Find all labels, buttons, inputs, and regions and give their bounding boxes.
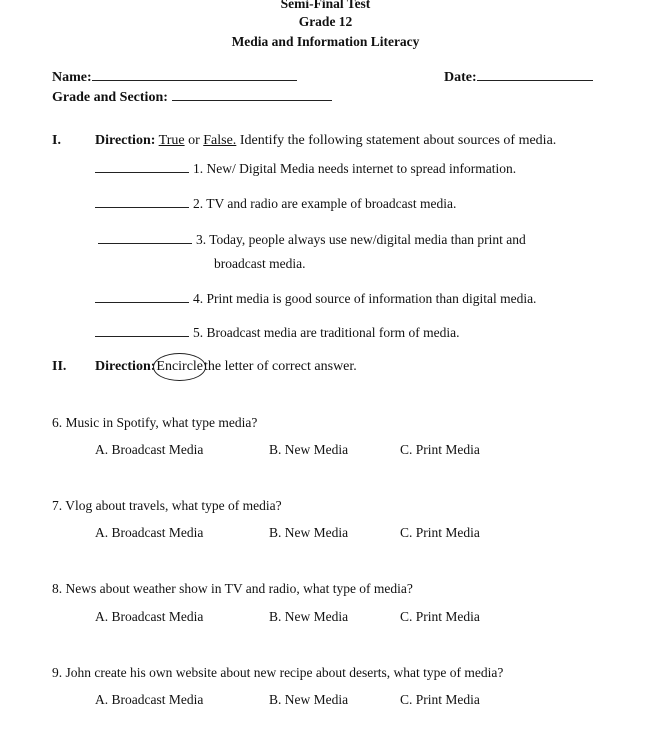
q6-option-b[interactable]: B. New Media: [269, 442, 349, 457]
question-8: 8. News about weather show in TV and radio, what type of media?: [52, 581, 413, 596]
q7-option-a[interactable]: A. Broadcast Media: [95, 525, 204, 540]
q6-option-c[interactable]: C. Print Media: [400, 442, 480, 457]
tf-item-1: [95, 160, 516, 177]
date-blank[interactable]: [477, 68, 593, 81]
q8-option-b[interactable]: B. New Media: [269, 609, 349, 624]
part1-direction-label: Direction:: [95, 133, 156, 148]
date-label: Date:: [444, 70, 477, 85]
false-word: False.: [203, 133, 237, 148]
q7-option-b[interactable]: B. New Media: [269, 525, 349, 540]
part2-direction-label: Direction:: [95, 359, 156, 374]
q9-option-c[interactable]: C. Print Media: [400, 692, 480, 707]
tf-item-text: 1. New/ Digital Media needs internet to spread information.: [193, 161, 517, 176]
q8-option-c[interactable]: C. Print Media: [400, 609, 480, 624]
part2-numeral: II.: [52, 359, 67, 374]
name-label: Name:: [52, 70, 92, 85]
q7-option-c[interactable]: C. Print Media: [400, 525, 480, 540]
name-field[interactable]: [52, 68, 297, 86]
tf-item-3: [98, 231, 526, 248]
grade-section-field[interactable]: [52, 88, 332, 106]
part2-direction: [95, 359, 357, 375]
answer-blank-5[interactable]: [95, 324, 189, 337]
name-blank[interactable]: [92, 68, 297, 81]
part1-numeral: I.: [52, 133, 61, 148]
question-9: 9. John create his own website about new recipe about deserts, what type of media?: [52, 665, 504, 680]
question-6: 6. Music in Spotify, what type media?: [52, 415, 258, 430]
tf-item-text: 5. Broadcast media are traditional form of media.: [193, 325, 460, 340]
tf-item-2: [95, 195, 456, 212]
question-7: 7. Vlog about travels, what type of media?: [52, 498, 282, 513]
answer-blank-3[interactable]: [98, 231, 192, 244]
part2-direction-text: the letter of correct answer.: [204, 359, 357, 374]
q6-option-a[interactable]: A. Broadcast Media: [95, 442, 204, 457]
grade-heading: Grade 12: [298, 14, 353, 29]
encircle-word: Encircle: [153, 353, 206, 381]
tf-item-text: 2. TV and radio are example of broadcast media.: [193, 196, 457, 211]
q8-option-a[interactable]: A. Broadcast Media: [95, 609, 204, 624]
q9-option-b[interactable]: B. New Media: [269, 692, 349, 707]
test-title: Semi-Final Test: [280, 0, 371, 11]
or-word: or: [188, 133, 200, 148]
q9-option-a[interactable]: A. Broadcast Media: [95, 692, 204, 707]
part1-direction: [95, 133, 556, 149]
tf-item-5: [95, 324, 460, 341]
grade-section-label: Grade and Section:: [52, 90, 168, 105]
true-word: True: [158, 133, 185, 148]
tf-item-3-continuation: broadcast media.: [214, 256, 306, 271]
date-field[interactable]: [444, 68, 593, 86]
tf-item-text: 4. Print media is good source of information than digital media.: [193, 291, 537, 306]
part1-direction-text: Identify the following statement about sources of media.: [239, 133, 557, 148]
subject-heading: Media and Information Literacy: [231, 34, 420, 49]
answer-blank-1[interactable]: [95, 160, 189, 173]
tf-item-text: 3. Today, people always use new/digital media than print and: [196, 232, 526, 247]
grade-section-blank[interactable]: [172, 88, 332, 101]
tf-item-4: [95, 290, 536, 307]
answer-blank-4[interactable]: [95, 290, 189, 303]
answer-blank-2[interactable]: [95, 195, 189, 208]
